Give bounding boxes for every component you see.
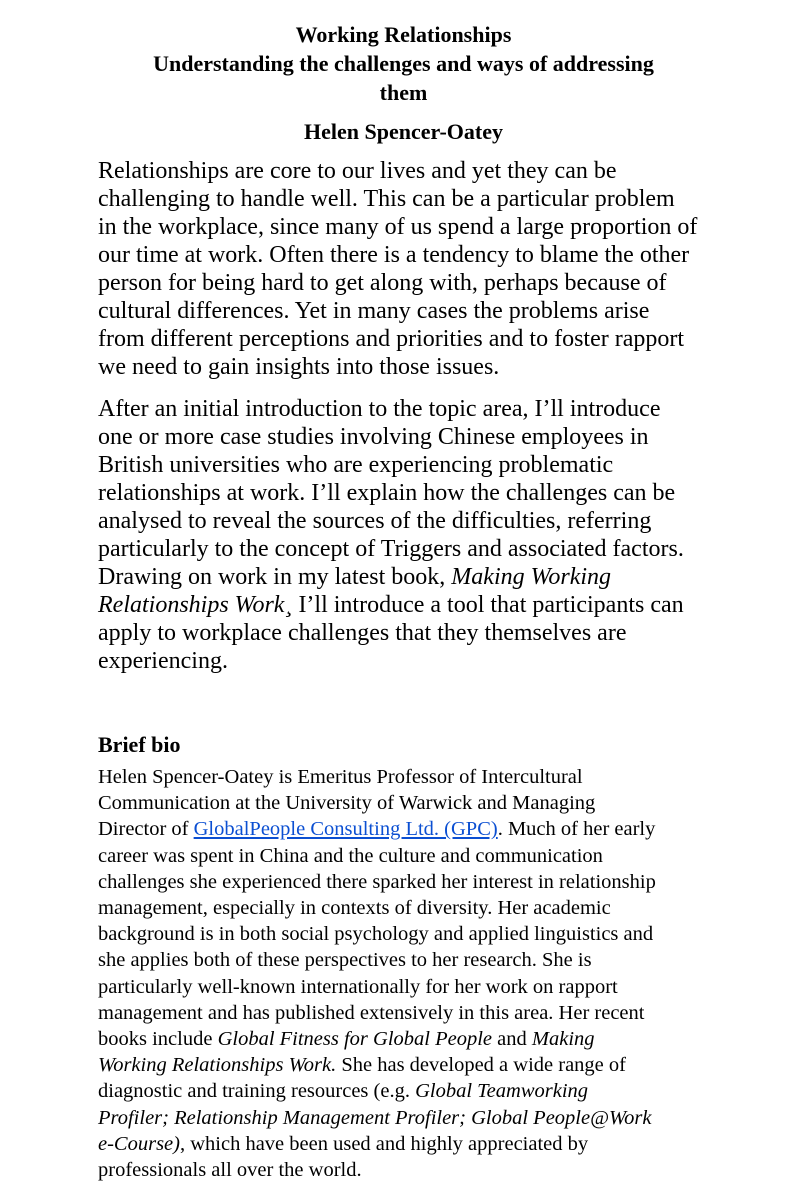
text-line: person for being hard to get along with, perhaps because of	[98, 270, 667, 296]
text-line: apply to workplace challenges that they themselves are	[98, 620, 627, 646]
bio-heading: Brief bio	[98, 732, 181, 757]
text-line: challenges she experienced there sparked her interest in relationship	[98, 870, 656, 893]
text-span: . Much of her early	[497, 818, 656, 841]
book-title: Global Fitness for Global People	[217, 1028, 493, 1051]
text-line: cultural differences. Yet in many cases the problems arise	[98, 298, 650, 324]
text-line	[98, 1078, 758, 1104]
text-span: books include	[98, 1028, 218, 1051]
text-line: particularly well-known internationally for her work on rapport	[98, 975, 618, 998]
text-span: She has developed a wide range of	[336, 1054, 626, 1077]
text-line: background is in both social psychology and applied linguistics and	[98, 923, 654, 946]
text-line	[98, 563, 738, 591]
text-line	[98, 1052, 758, 1078]
text-line: challenging to handle well. This can be a particular problem	[98, 186, 675, 212]
book-title: Working Relationships Work.	[98, 1054, 337, 1077]
resource-title: Global Teamworking	[415, 1080, 589, 1103]
text-line: analysed to reveal the sources of the difficulties, referring	[98, 508, 652, 534]
author-name: Helen Spencer-Oatey	[304, 119, 503, 144]
text-line	[98, 591, 738, 619]
text-line: Helen Spencer-Oatey is Emeritus Professor of Intercultural	[98, 766, 583, 788]
title-line-2: Understanding the challenges and ways of addressing	[153, 51, 654, 76]
bio-paragraph	[98, 764, 758, 1183]
abstract-paragraph-1	[98, 157, 738, 381]
text-span: , which have been used and highly appreciated by	[179, 1132, 589, 1155]
text-line: British universities who are experiencing problematic	[98, 452, 614, 478]
text-span: Drawing on work in my latest book,	[98, 564, 452, 590]
text-line: After an initial introduction to the topic area, I’ll introduce	[98, 396, 661, 422]
text-line	[98, 1026, 758, 1052]
text-line: in the workplace, since many of us spend a large proportion of	[98, 214, 698, 240]
text-line: from different perceptions and priorities and to foster rapport	[98, 326, 685, 352]
text-line	[98, 816, 758, 842]
text-line: one or more case studies involving Chinese employees in	[98, 424, 649, 450]
text-line	[98, 1131, 758, 1157]
text-line: relationships at work. I’ll explain how the challenges can be	[98, 480, 676, 506]
book-title: Relationships Work¸	[98, 592, 293, 618]
text-line: professionals all over the world.	[98, 1159, 362, 1182]
text-span: Director of	[98, 818, 194, 841]
text-line: we need to gain insights into those issues.	[98, 354, 500, 380]
gpc-link[interactable]: GlobalPeople Consulting Ltd. (GPC)	[193, 818, 498, 841]
text-span: and	[492, 1028, 532, 1051]
text-line	[98, 1105, 758, 1131]
resource-title: Profiler; Relationship Management Profiler; Global People@Work	[98, 1106, 652, 1129]
title-line-3: them	[379, 80, 428, 105]
text-span: I’ll introduce a tool that participants can	[292, 592, 684, 618]
text-line: Relationships are core to our lives and yet they can be	[98, 158, 617, 184]
book-title: Making	[531, 1028, 595, 1051]
abstract-paragraph-2	[98, 395, 738, 675]
text-span: diagnostic and training resources (e.g.	[98, 1080, 416, 1103]
text-line: career was spent in China and the culture and communication	[98, 844, 603, 867]
book-title: Making Working	[451, 564, 612, 590]
resource-title: e-Course)	[98, 1132, 180, 1155]
text-line: management and has published extensively in this area. Her recent	[98, 1001, 645, 1024]
text-line: experiencing.	[98, 648, 228, 674]
text-line: she applies both of these perspectives to her research. She is	[98, 949, 592, 972]
title-block	[0, 20, 807, 107]
text-line: particularly to the concept of Triggers and associated factors.	[98, 536, 684, 562]
text-line: management, especially in contexts of diversity. Her academic	[98, 897, 611, 920]
text-line: our time at work. Often there is a tendency to blame the other	[98, 242, 690, 268]
title-line-1: Working Relationships	[295, 22, 512, 47]
text-line: Communication at the University of Warwick and Managing	[98, 792, 596, 815]
